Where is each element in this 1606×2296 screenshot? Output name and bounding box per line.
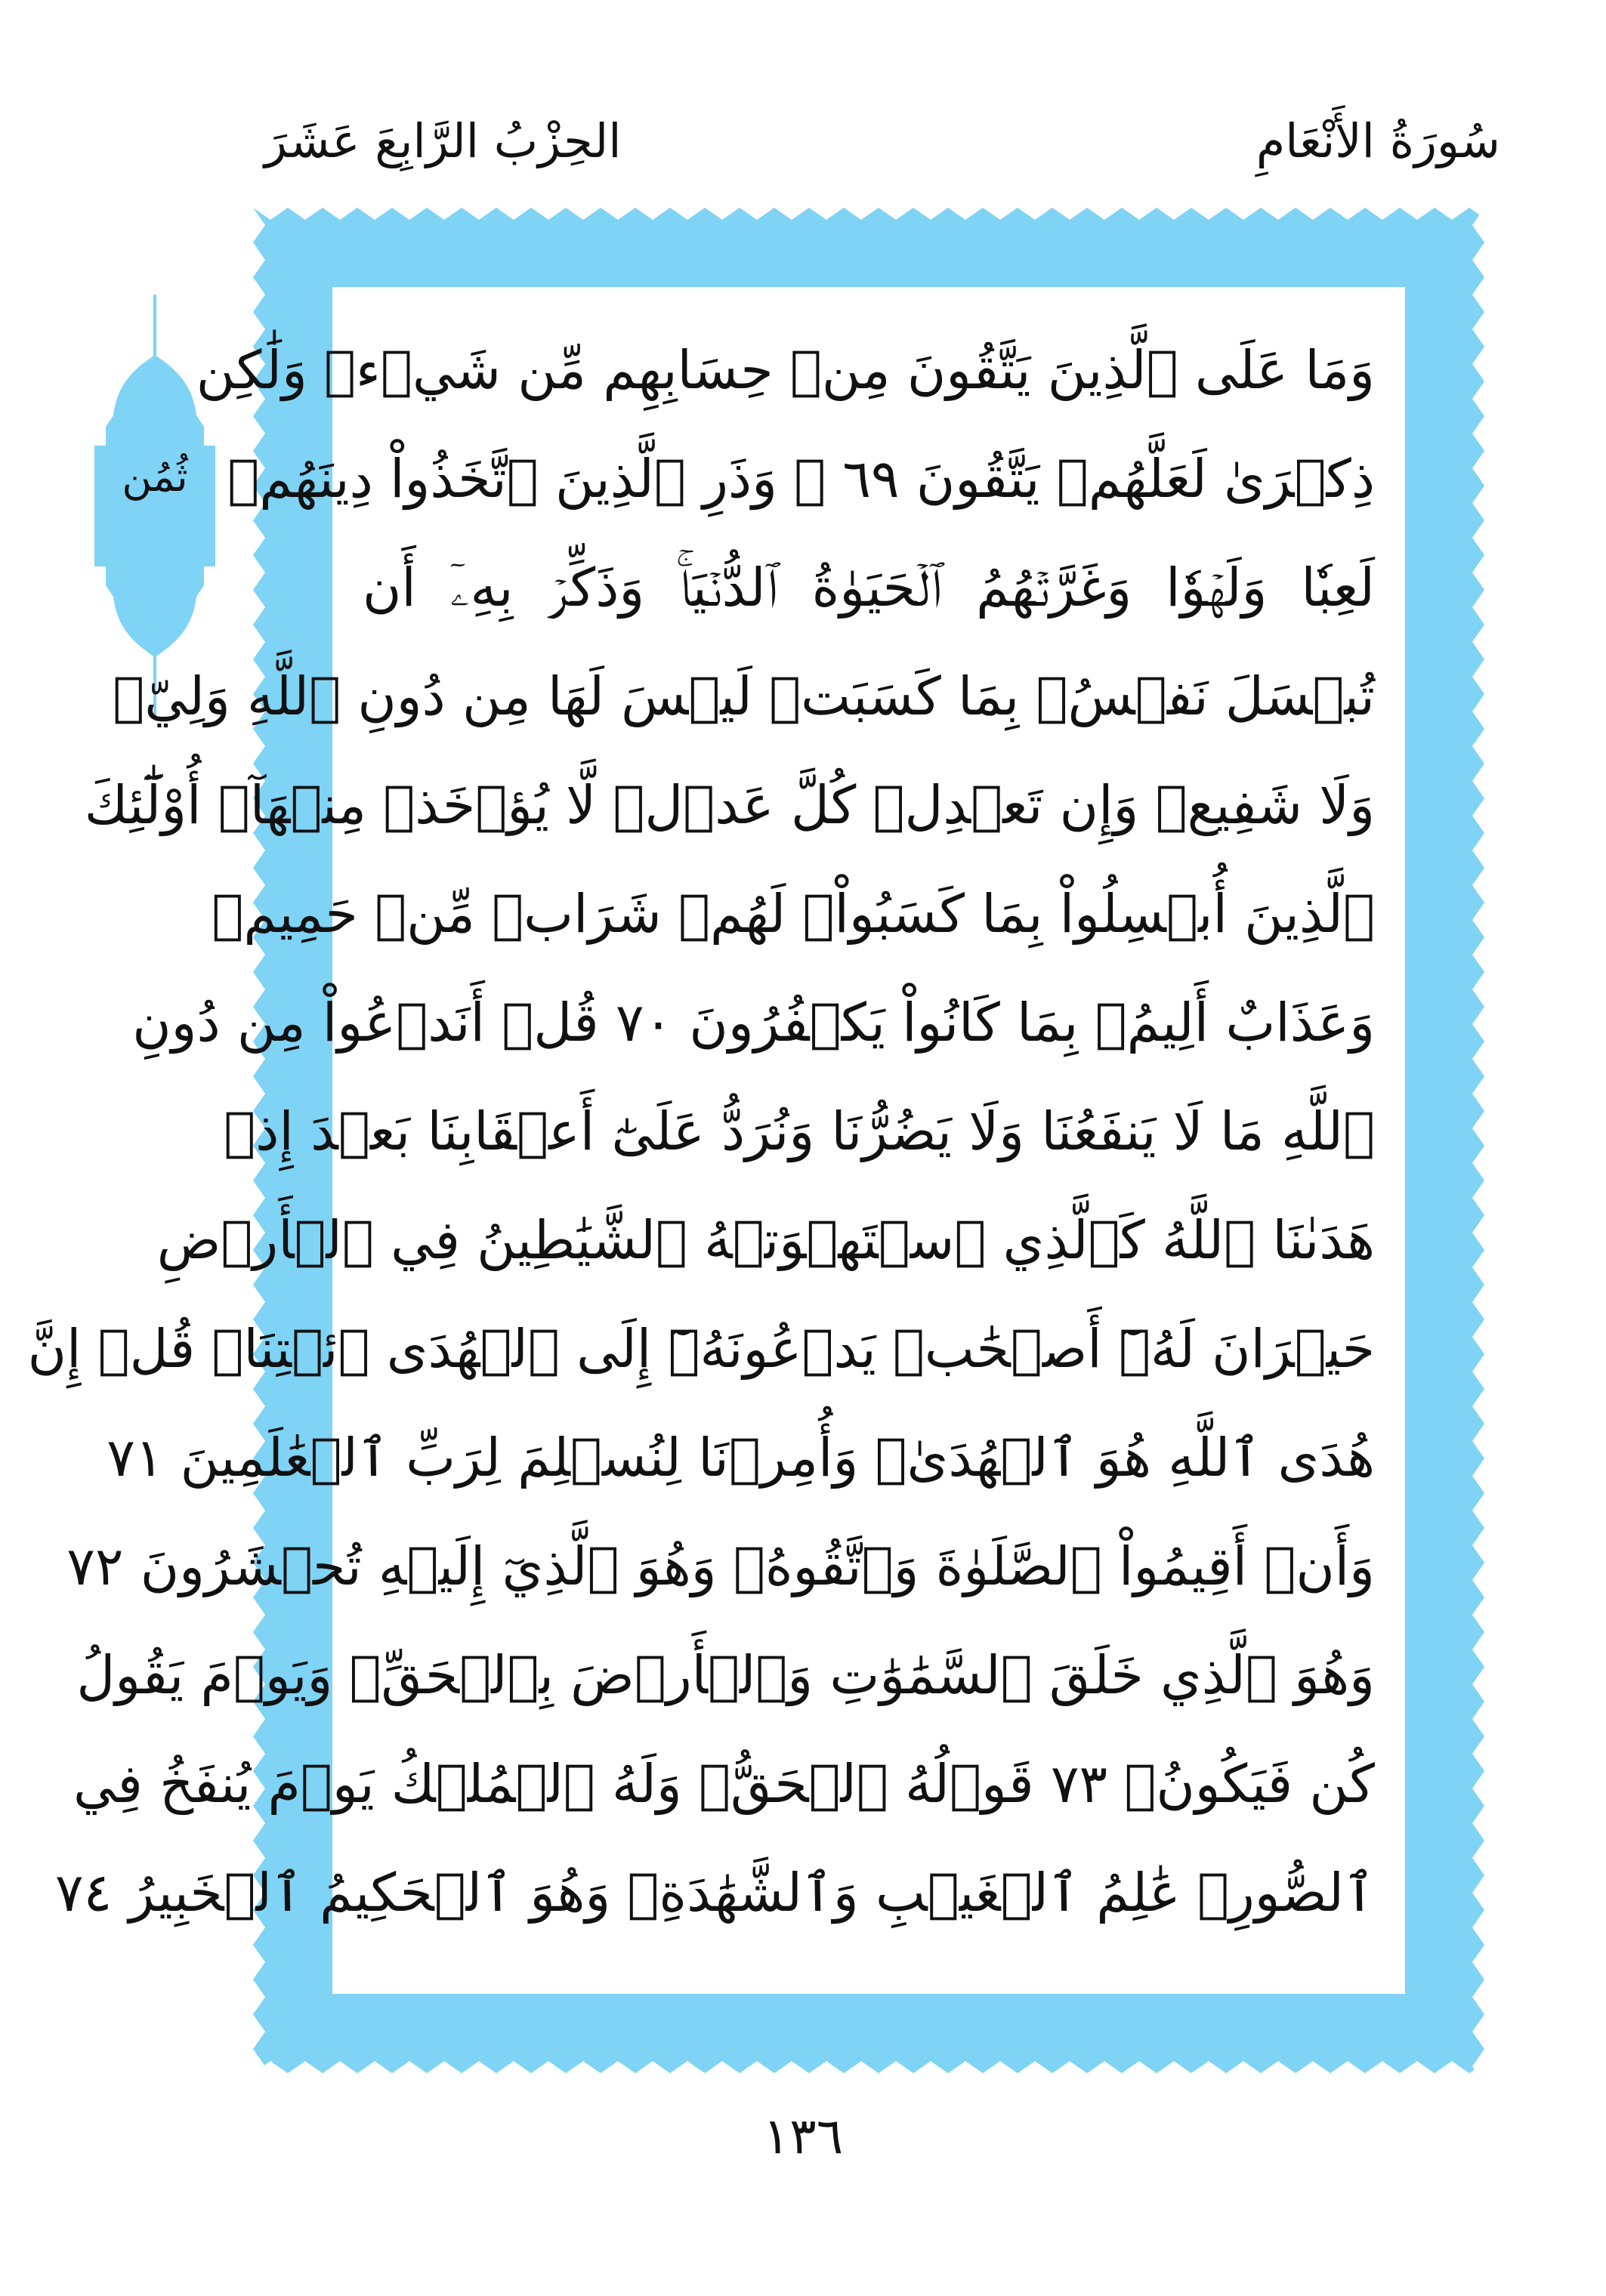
page-header xyxy=(0,113,1606,181)
verse-line: ٱلصُّورِۚ عَٰلِمُ ٱلۡغَيۡبِ وَٱلشَّهَٰدَةِۚ وَهُوَ ٱلۡحَكِيمُ ٱلۡخَبِيرُ ٧٤ xyxy=(55,1862,1375,1924)
verse-line: هُدَى ٱللَّهِ هُوَ ٱلۡهُدَىٰۖ وَأُمِرۡنَا لِنُسۡلِمَ لِرَبِّ ٱلۡعَٰلَمِينَ ٧١ xyxy=(107,1427,1375,1489)
hizb-title: الحِزْبُ الرَّابِعَ عَشَرَ xyxy=(264,113,622,168)
verse-line: وَمَا عَلَى ٱلَّذِينَ يَتَّقُونَ مِنۡ حِسَابِهِم مِّن شَيۡءٖ وَلَٰكِن xyxy=(196,339,1375,401)
verse-line: وَعَذَابٌ أَلِيمُۢ بِمَا كَانُواْ يَكۡفُرُونَ ٧٠ قُلۡ أَنَدۡعُواْ مِن دُونِ xyxy=(132,992,1375,1054)
verse-line: تُبۡسَلَ نَفۡسُۢ بِمَا كَسَبَتۡ لَيۡسَ لَهَا مِن دُونِ ٱللَّهِ وَلِيّٞ xyxy=(113,665,1375,727)
verse-line: حَيۡرَانَ لَهُۥٓ أَصۡحَٰبٞ يَدۡعُونَهُۥٓ إِلَى ٱلۡهُدَى ٱئۡتِنَاۗ قُلۡ إِنَّ xyxy=(27,1318,1375,1380)
page-number: ١٣٦ xyxy=(762,2107,844,2165)
surah-title: سُورَةُ الأَنْعَامِ xyxy=(1255,113,1500,168)
verse-line: وَلَا شَفِيعٞ وَإِن تَعۡدِلۡ كُلَّ عَدۡلٖ لَّا يُؤۡخَذۡ مِنۡهَآۗ أُوْلَٰٓئِكَ xyxy=(84,774,1375,836)
verse-line: ٱلَّذِينَ أُبۡسِلُواْ بِمَا كَسَبُواْۖ لَهُمۡ شَرَابٞ مِّنۡ حَمِيمٖ xyxy=(212,883,1375,945)
verse-line: وَهُوَ ٱلَّذِي خَلَقَ ٱلسَّمَٰوَٰتِ وَٱلۡأَرۡضَ بِٱلۡحَقِّۖ وَيَوۡمَ يَقُولُ xyxy=(76,1644,1375,1706)
verse-line: هَدَىٰنَا ٱللَّهُ كَٱلَّذِي ٱسۡتَهۡوَتۡهُ ٱلشَّيَٰطِينُ فِي ٱلۡأَرۡضِ xyxy=(156,1209,1375,1271)
verse-line: ذِكۡرَىٰ لَعَلَّهُمۡ يَتَّقُونَ ٦٩ ۞ وَذَرِ ٱلَّذِينَ ٱتَّخَذُواْ دِينَهُمۡ xyxy=(227,448,1375,510)
thumun-label: ثُمُن xyxy=(122,453,188,501)
verse-line: لَعِبٗا وَلَهۡوٗا وَغَرَّتۡهُمُ ٱلۡحَيَوٰةُ ٱلدُّنۡيَاۚ وَذَكِّرۡ بِهِۦٓ أَن xyxy=(363,557,1375,619)
verse-line: ٱللَّهِ مَا لَا يَنفَعُنَا وَلَا يَضُرُّنَا وَنُرَدُّ عَلَىٰٓ أَعۡقَابِنَا بَعۡدَ إِذۡ xyxy=(224,1100,1375,1162)
verse-line: كُن فَيَكُونُۚ ٧٣ قَوۡلُهُ ٱلۡحَقُّۚ وَلَهُ ٱلۡمُلۡكُ يَوۡمَ يُنفَخُ فِي xyxy=(73,1753,1375,1815)
verse-line: وَأَنۡ أَقِيمُواْ ٱلصَّلَوٰةَ وَٱتَّقُوهُۚ وَهُوَ ٱلَّذِيٓ إِلَيۡهِ تُحۡشَرُونَ ٧٢ xyxy=(66,1535,1375,1597)
